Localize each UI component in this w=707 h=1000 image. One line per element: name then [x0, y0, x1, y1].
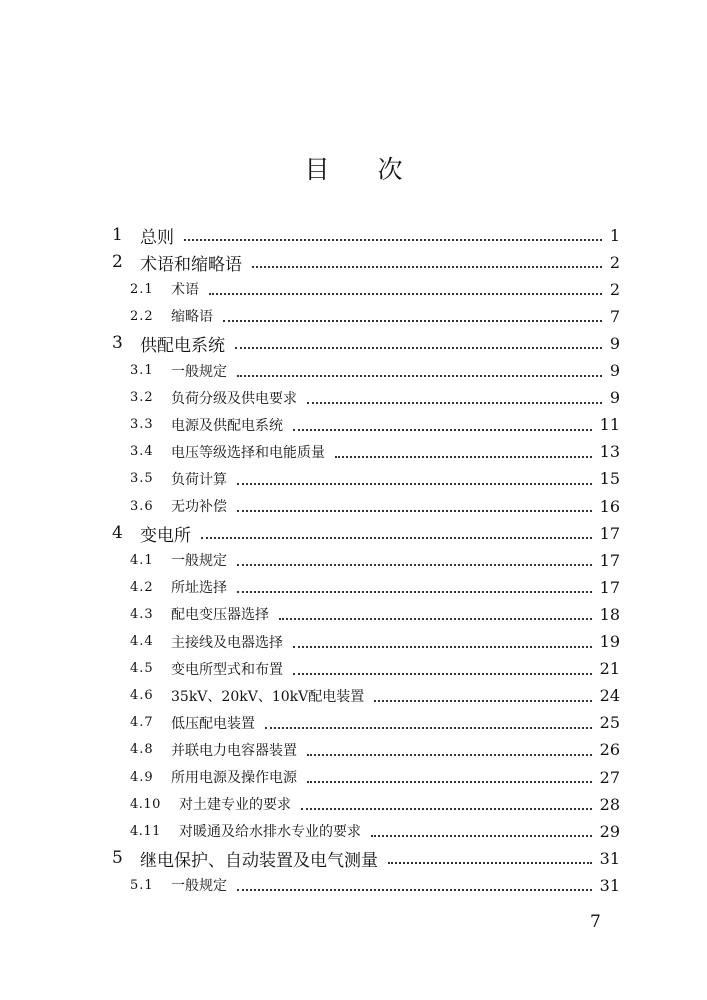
toc-entry-page: 2 [609, 252, 620, 272]
page-number: 7 [590, 912, 601, 932]
toc-entry-page: 9 [609, 388, 620, 408]
toc-leader-dots [237, 887, 592, 891]
toc-entry-label: 负荷计算 [171, 471, 227, 488]
toc-entry-label: 电源及供配电系统 [171, 417, 283, 434]
toc-entry-label: 低压配电装置 [171, 715, 255, 732]
toc-entry-number: 4.6 [130, 688, 154, 704]
toc-leader-dots [237, 589, 592, 593]
toc-entry[interactable] [0, 710, 707, 736]
toc-leader-dots [279, 616, 592, 620]
toc-entry-number: 4.4 [130, 634, 154, 649]
toc-entry[interactable] [0, 574, 707, 600]
toc-entry-page: 16 [599, 496, 620, 516]
toc-entry[interactable] [0, 845, 707, 871]
toc-entry-label: 供配电系统 [140, 335, 225, 356]
toc-entry[interactable] [0, 493, 707, 519]
toc-leader-dots [307, 752, 592, 756]
toc-entry-label: 对暖通及给水排水专业的要求 [179, 824, 361, 841]
toc-entry-number: 3.1 [130, 363, 154, 378]
toc-entry-page: 28 [599, 794, 620, 814]
toc-entry-number: 3.3 [130, 417, 154, 433]
toc-leader-dots [201, 535, 592, 539]
toc-entry-label: 一般规定 [171, 553, 227, 570]
toc-leader-dots [307, 400, 602, 404]
toc-entry-page: 18 [599, 604, 620, 624]
toc-entry-number: 4.2 [130, 579, 154, 595]
toc-entry-number: 2.1 [130, 281, 154, 297]
toc-entry-label: 并联电力电容器装置 [171, 742, 297, 759]
toc-entry-number: 3.2 [130, 390, 154, 406]
toc-entry-label: 总则 [140, 227, 174, 248]
toc-entry-number: 4.3 [130, 606, 154, 622]
toc-entry-number: 5 [112, 848, 123, 869]
toc-entry-page: 9 [609, 361, 620, 380]
toc-leader-dots [184, 237, 602, 241]
toc-entry-label: 对土建专业的要求 [179, 797, 291, 814]
toc-leader-dots [293, 427, 592, 431]
toc-entry-number: 4.11 [130, 823, 161, 839]
toc-entry-label: 术语 [171, 282, 199, 299]
toc-entry-page: 9 [609, 333, 620, 353]
toc-entry-page: 27 [599, 767, 620, 787]
toc-entry-page: 31 [599, 875, 620, 895]
toc-entry-page: 11 [599, 415, 620, 435]
toc-entry-page: 29 [599, 821, 620, 841]
toc-entry[interactable] [0, 818, 707, 844]
toc-entry[interactable] [0, 737, 707, 763]
toc-entry[interactable] [0, 276, 707, 302]
toc-entry-label: 所址选择 [171, 580, 227, 597]
toc-entry-number: 3.5 [130, 471, 154, 487]
toc-entry[interactable] [0, 385, 707, 411]
toc-entry[interactable] [0, 683, 707, 709]
toc-entry-number: 4.5 [130, 661, 154, 677]
toc-leader-dots [237, 481, 592, 485]
toc-entry[interactable] [0, 466, 707, 492]
toc-entry-page: 17 [599, 550, 620, 570]
toc-entry[interactable] [0, 330, 707, 356]
toc-entry-number: 4.10 [130, 796, 161, 812]
toc-entry[interactable] [0, 791, 707, 817]
toc-entry-label: 一般规定 [171, 878, 227, 895]
toc-leader-dots [237, 508, 592, 512]
toc-entry-label: 一般规定 [171, 363, 227, 380]
toc-entry-number: 4.7 [130, 715, 154, 731]
toc-entry[interactable] [0, 872, 707, 898]
toc-entry[interactable] [0, 222, 707, 248]
toc-entry-number: 2 [112, 252, 123, 273]
toc-entry-page: 13 [599, 442, 620, 462]
toc-leader-dots [209, 291, 602, 295]
toc-entry-page: 2 [609, 279, 620, 299]
toc-entry-number: 5.1 [130, 877, 154, 893]
toc-entry[interactable] [0, 601, 707, 627]
toc-entry-number: 1 [112, 225, 123, 245]
toc-entry-label: 变电所 [140, 525, 191, 546]
toc-leader-dots [335, 454, 592, 458]
toc-entry-label: 配电变压器选择 [171, 607, 269, 624]
toc-entry-label: 缩略语 [171, 309, 213, 326]
toc-entry-page: 17 [599, 577, 620, 597]
toc-entry-page: 17 [599, 523, 620, 543]
toc-entry-page: 26 [599, 740, 620, 760]
toc-entry[interactable] [0, 547, 707, 573]
toc-entry[interactable] [0, 764, 707, 790]
toc-entry-number: 3 [112, 333, 123, 354]
toc-entry-label: 继电保护、自动装置及电气测量 [140, 850, 378, 871]
toc-entry-page: 25 [599, 713, 620, 733]
toc-entry-page: 15 [599, 469, 620, 489]
toc-entry[interactable] [0, 249, 707, 275]
toc-entry-number: 4.9 [130, 769, 154, 785]
toc-entry-label: 术语和缩略语 [140, 254, 242, 275]
toc-entry-page: 24 [599, 686, 620, 706]
toc-entry-number: 4.8 [130, 742, 154, 758]
toc-entry[interactable] [0, 439, 707, 465]
toc-leader-dots [388, 860, 592, 864]
toc-entry-page: 21 [599, 659, 620, 679]
toc-entry-label: 变电所型式和布置 [171, 661, 283, 678]
toc-entry-number: 3.6 [130, 498, 154, 514]
toc-leader-dots [265, 725, 592, 729]
toc-leader-dots [293, 671, 592, 675]
toc-leader-dots [371, 833, 592, 837]
toc-entry-label: 电压等级选择和电能质量 [171, 444, 325, 461]
toc-entry-number: 4.1 [130, 552, 154, 568]
toc-leader-dots [307, 779, 592, 783]
toc-entry[interactable] [0, 412, 707, 438]
toc-leader-dots [223, 318, 602, 322]
toc-entry-page: 7 [609, 306, 620, 326]
toc-entry-number: 4 [112, 523, 123, 544]
page-title: 目次 [304, 155, 451, 184]
toc-leader-dots [293, 644, 592, 648]
toc-leader-dots [237, 373, 602, 377]
toc-entry[interactable] [0, 656, 707, 682]
toc-leader-dots [237, 562, 592, 566]
toc-leader-dots [301, 806, 592, 810]
toc-entry-page: 19 [599, 632, 620, 651]
toc-entry-label: 所用电源及操作电源 [171, 770, 297, 786]
toc-leader-dots [252, 264, 602, 268]
toc-entry-label: 负荷分级及供电要求 [171, 390, 297, 407]
toc-leader-dots [374, 698, 591, 702]
toc-entry-page: 1 [609, 225, 620, 245]
toc-entry-number: 2.2 [130, 308, 154, 324]
toc-entry-label: 主接线及电器选择 [171, 634, 283, 651]
toc-entry-number: 3.4 [130, 444, 154, 460]
toc-entry-label: 无功补偿 [171, 499, 227, 515]
toc-entry-page: 31 [599, 848, 620, 868]
toc-entry-label: 35kV、20kV、10kV配电装置 [171, 688, 365, 705]
toc-entry[interactable] [0, 303, 707, 329]
toc-entry[interactable] [0, 358, 707, 384]
toc-entry[interactable] [0, 520, 707, 546]
toc-entry[interactable] [0, 629, 707, 655]
toc-leader-dots [235, 345, 602, 349]
